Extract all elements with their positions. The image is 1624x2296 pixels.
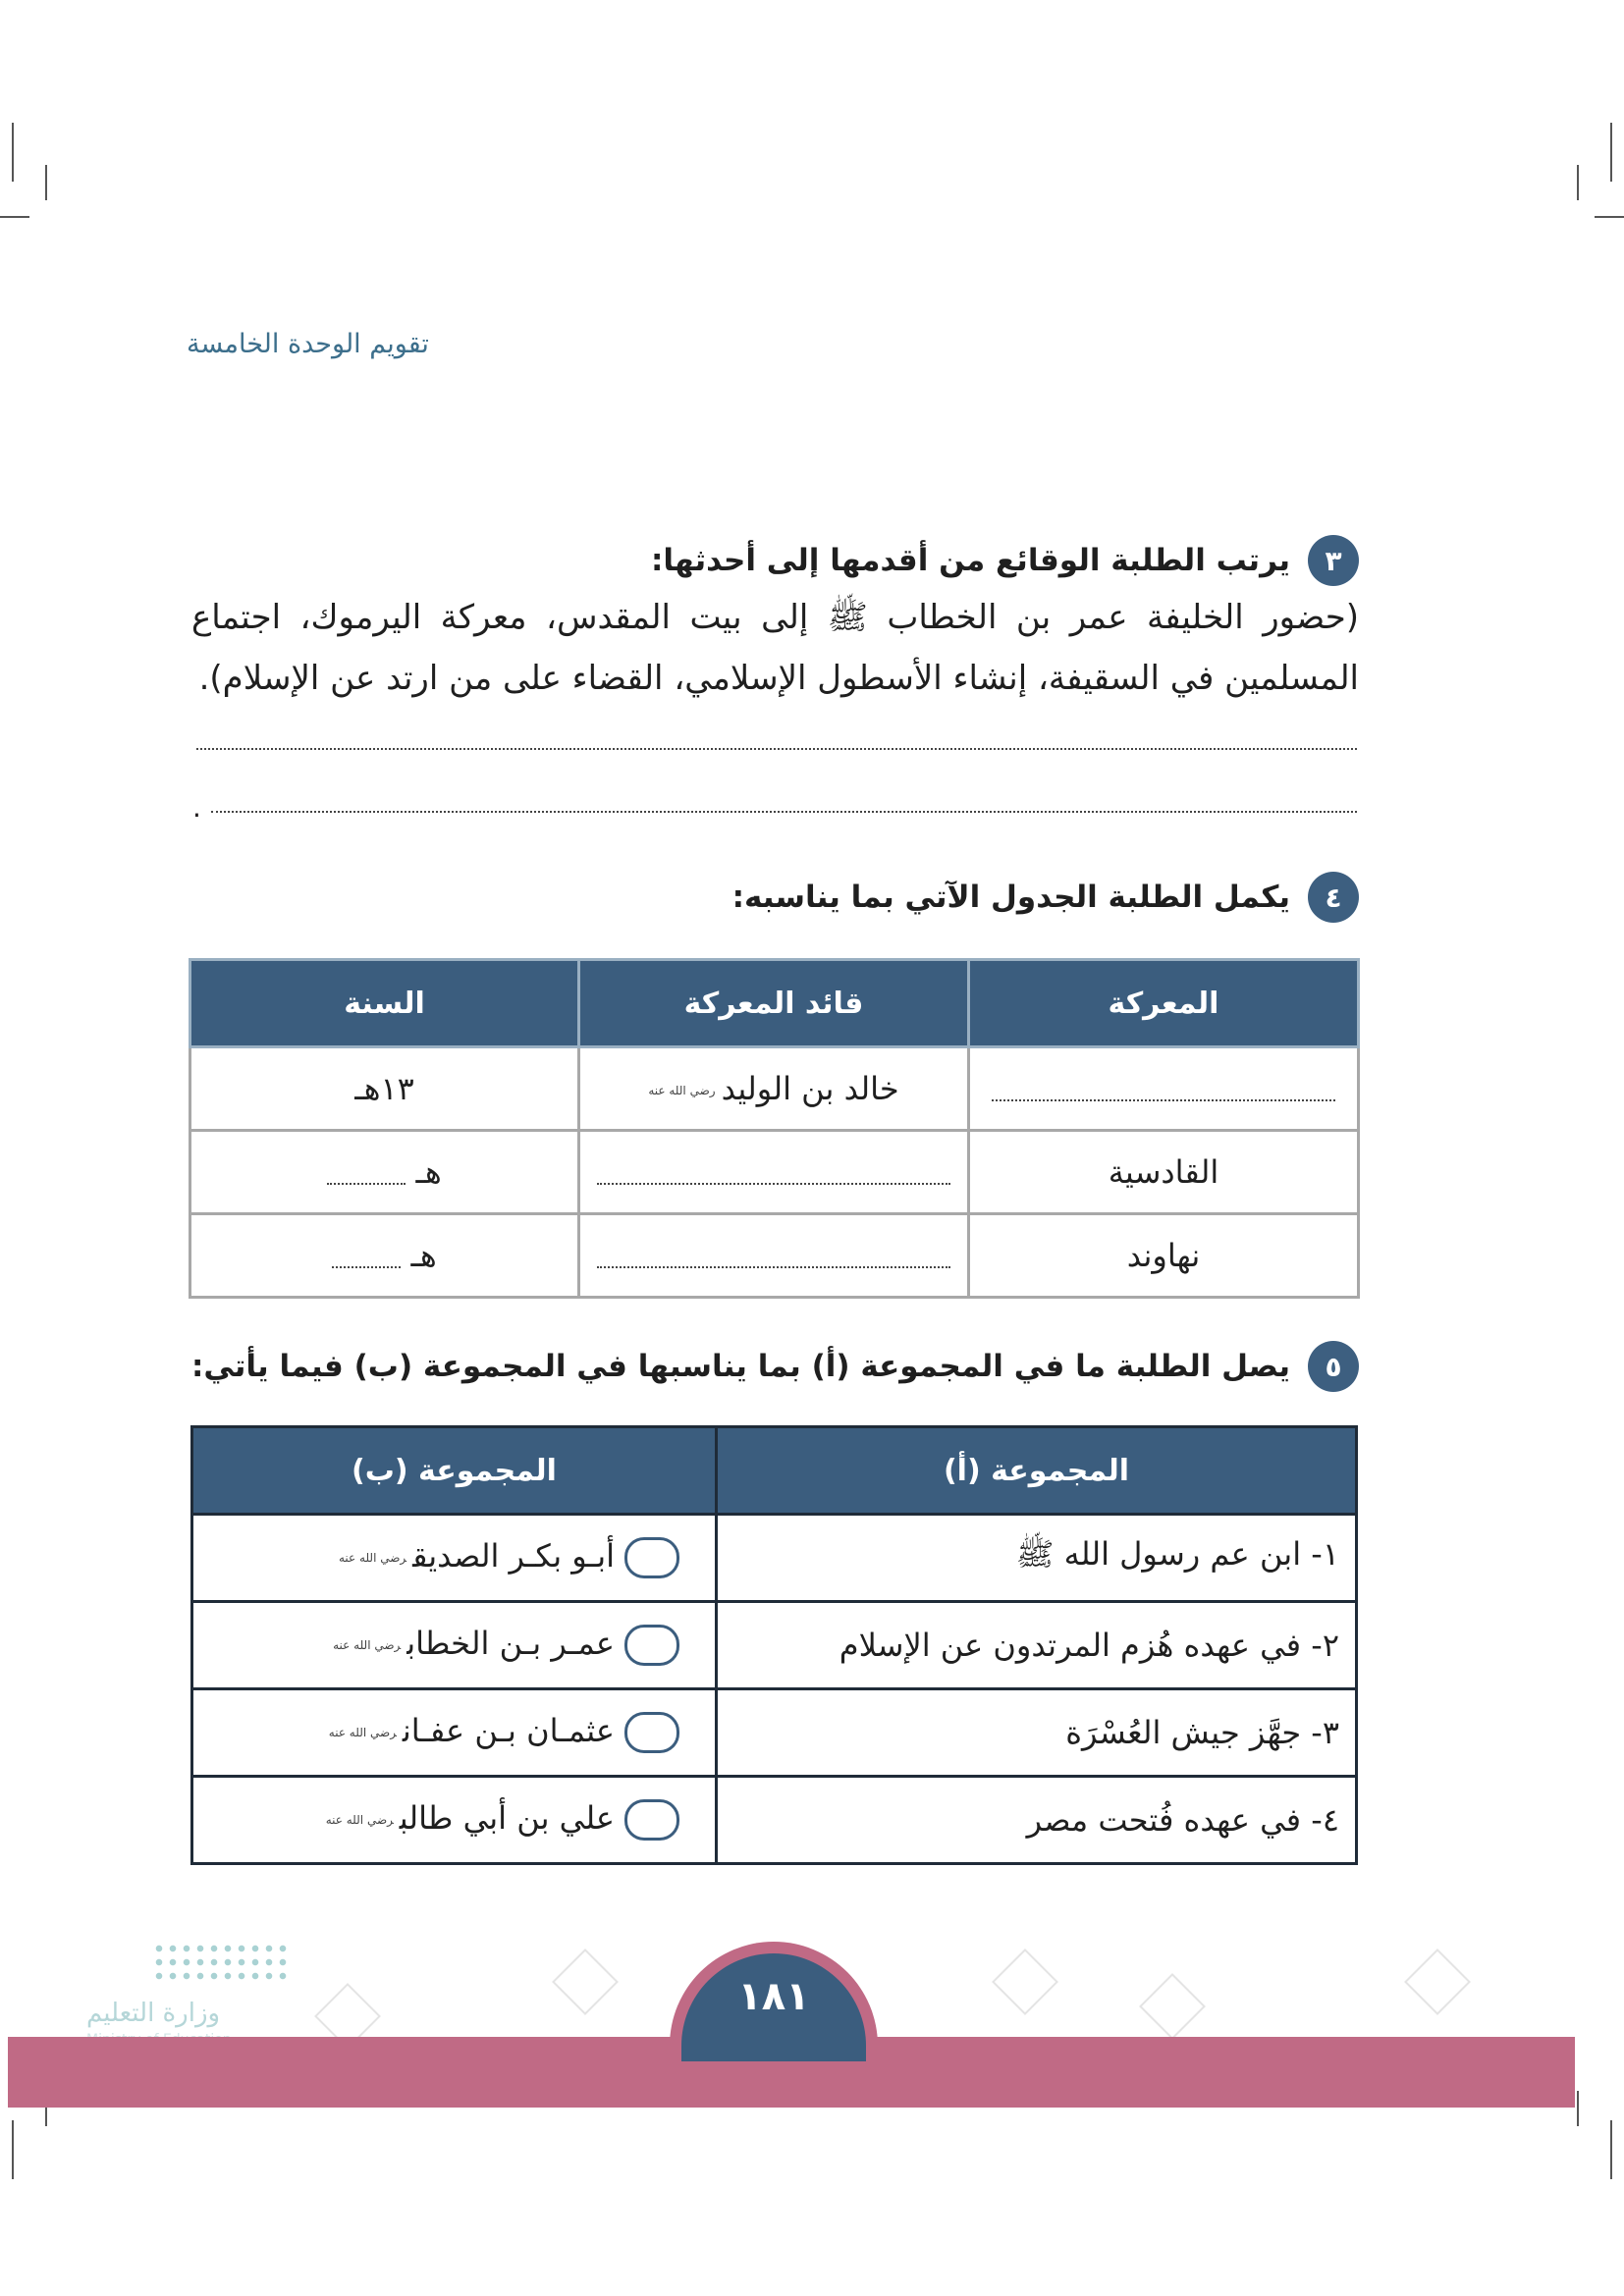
question-4-heading xyxy=(732,872,1359,923)
table-row xyxy=(192,1602,1357,1689)
answer-line[interactable] xyxy=(196,748,1357,750)
question-number-badge: ٣ xyxy=(1308,535,1359,586)
question-number-badge: ٤ xyxy=(1308,872,1359,923)
crop-mark xyxy=(1610,123,1612,182)
events-paragraph: (حضور الخليفة عمر بن الخطاب ﷺ إلى بيت المقدس، معركة اليرموك، اجتماع المسلمين في السقيفة، إنشاء الأسطول الإسلامي، القضاء على من ارتد عن الإسلام). xyxy=(191,598,1359,698)
unit-review-title: تقويم الوحدة الخامسة xyxy=(187,329,429,359)
match-circle[interactable] xyxy=(624,1799,679,1841)
table-row xyxy=(192,1777,1357,1864)
year-blank[interactable]: هـ xyxy=(190,1214,579,1298)
table-row xyxy=(190,1047,1359,1131)
match-circle[interactable] xyxy=(624,1625,679,1666)
battle-blank[interactable] xyxy=(969,1047,1359,1131)
question-3-heading xyxy=(651,535,1359,586)
honorific-mark: رضي الله عنه xyxy=(648,1084,716,1097)
group-a-item: ١- ابن عم رسول الله ﷺ xyxy=(717,1515,1357,1602)
decorative-diamond xyxy=(992,1949,1058,2015)
leader-blank[interactable] xyxy=(579,1131,969,1214)
crop-mark xyxy=(1577,2091,1579,2126)
match-circle[interactable] xyxy=(624,1537,679,1578)
question-prompt: يصل الطلبة ما في المجموعة (أ) بما يناسبها في المجموعة (ب) فيما يأتي: xyxy=(190,1349,1290,1384)
crop-mark xyxy=(12,2120,14,2179)
crop-mark xyxy=(1595,216,1624,218)
match-circle[interactable] xyxy=(624,1712,679,1753)
crop-mark xyxy=(1610,2120,1612,2179)
page-number: ١٨١ xyxy=(681,1953,866,2061)
decorative-diamond xyxy=(1139,1973,1206,2040)
decorative-diamond xyxy=(1404,1949,1471,2015)
group-b-item[interactable]: عمـر بـن الخطابرضي الله عنه xyxy=(192,1602,717,1689)
battles-table xyxy=(189,958,1360,1299)
ministry-logo-text: وزارة التعليم xyxy=(86,1999,221,2028)
header-year: السنة xyxy=(190,960,579,1047)
crop-mark xyxy=(45,165,47,200)
table-row xyxy=(192,1515,1357,1602)
header-battle: المعركة xyxy=(969,960,1359,1047)
leader-blank[interactable] xyxy=(579,1214,969,1298)
group-b-item[interactable]: أبـو بكـر الصديقرضي الله عنه xyxy=(192,1515,717,1602)
year-blank[interactable]: هـ xyxy=(190,1131,579,1214)
crop-mark xyxy=(1577,165,1579,200)
question-prompt: يكمل الطلبة الجدول الآتي بما يناسبه: xyxy=(731,880,1290,915)
table-row xyxy=(190,1214,1359,1298)
group-b-item[interactable]: عثمـان بـن عفـانرضي الله عنه xyxy=(192,1689,717,1777)
battle-cell: القادسية xyxy=(969,1131,1359,1214)
honorific-mark: رضي الله عنه xyxy=(325,1813,394,1827)
question-prompt: يرتب الطلبة الوقائع من أقدمها إلى أحدثها: xyxy=(650,543,1290,578)
ministry-logo-dots xyxy=(152,1942,290,1981)
honorific-mark: رضي الله عنه xyxy=(328,1726,397,1739)
group-b-item[interactable]: علي بن أبي طالبرضي الله عنه xyxy=(192,1777,717,1864)
end-mark: . xyxy=(192,791,201,824)
leader-cell: خالد بن الوليدرضي الله عنه xyxy=(579,1047,969,1131)
group-a-item: ٤- في عهده فُتحت مصر xyxy=(717,1777,1357,1864)
battle-cell: نهاوند xyxy=(969,1214,1359,1298)
group-a-item: ٣- جهَّز جيش العُسْرَة xyxy=(717,1689,1357,1777)
honorific-mark: رضي الله عنه xyxy=(333,1638,402,1652)
matching-table xyxy=(190,1425,1358,1865)
table-row xyxy=(190,1131,1359,1214)
decorative-diamond xyxy=(552,1949,619,2015)
question-number-badge: ٥ xyxy=(1308,1341,1359,1392)
header-leader: قائد المعركة xyxy=(579,960,969,1047)
table-row xyxy=(192,1689,1357,1777)
honorific-mark: رضي الله عنه xyxy=(339,1551,407,1565)
group-a-item: ٢- في عهده هُزم المرتدون عن الإسلام xyxy=(717,1602,1357,1689)
crop-mark xyxy=(12,123,14,182)
question-5-heading xyxy=(191,1341,1359,1392)
year-cell: ١٣هـ xyxy=(190,1047,579,1131)
answer-line[interactable] xyxy=(211,811,1357,813)
header-group-a: المجموعة (أ) xyxy=(717,1427,1357,1515)
crop-mark xyxy=(0,216,29,218)
header-group-b: المجموعة (ب) xyxy=(192,1427,717,1515)
